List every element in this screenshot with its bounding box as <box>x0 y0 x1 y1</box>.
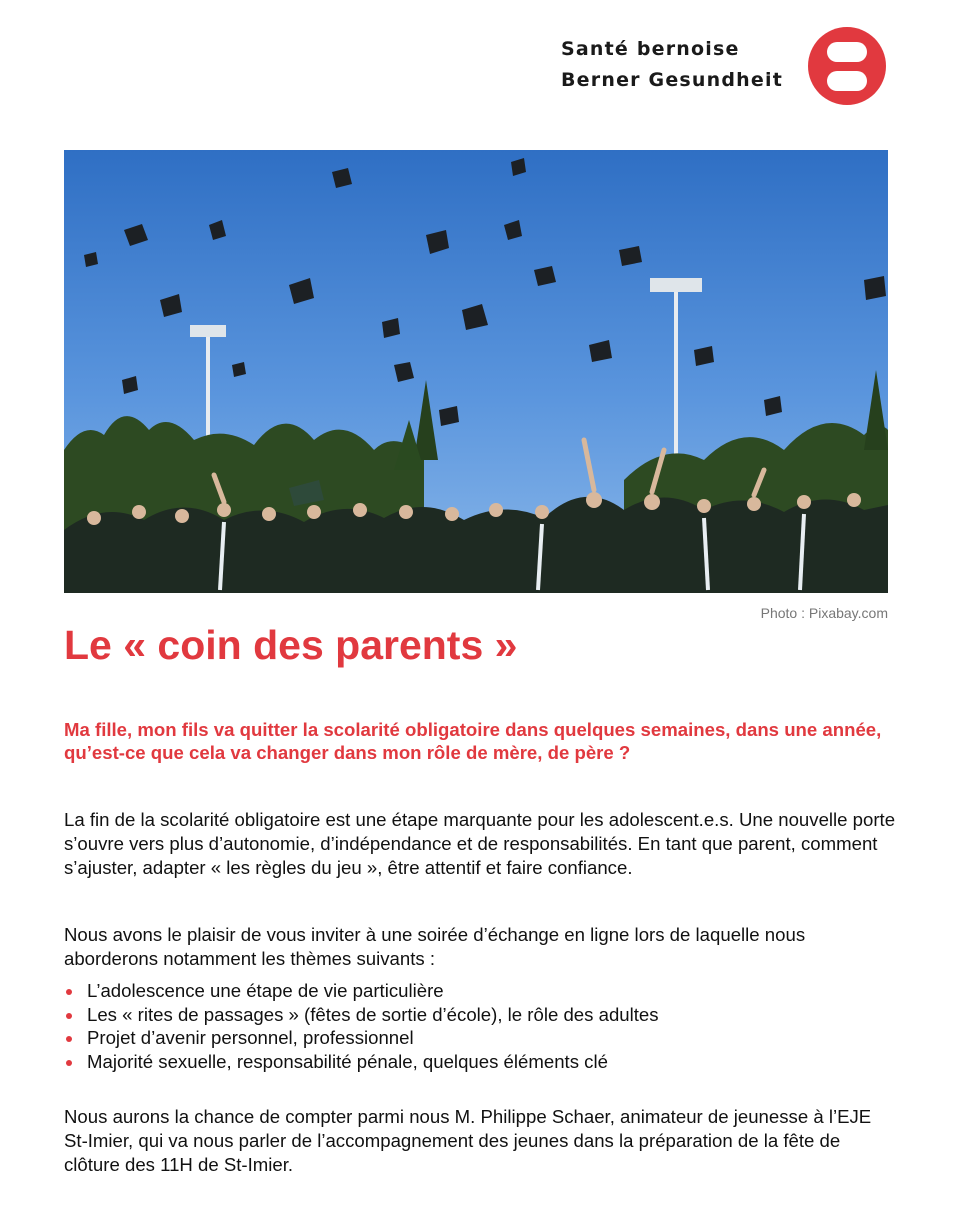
list-item-text: Projet d’avenir personnel, professionnel <box>87 1027 414 1048</box>
bullet-icon <box>66 1013 72 1019</box>
list-item <box>64 979 899 1003</box>
list-item-text: Les « rites de passages » (fêtes de sortie d’école), le rôle des adultes <box>87 1003 659 1025</box>
bullet-icon <box>66 1060 72 1066</box>
topics-list <box>64 979 899 1073</box>
list-item-text: L’adolescence une étape de vie particulière <box>87 980 444 1001</box>
list-item <box>64 1003 899 1027</box>
logo-icon <box>807 26 887 106</box>
organization-name-fr: Santé bernoise <box>561 38 740 60</box>
bullet-icon <box>66 989 72 995</box>
bullet-icon <box>66 1036 72 1042</box>
organization-name-de: Berner Gesundheit <box>561 69 783 91</box>
intro-paragraph: La fin de la scolarité obligatoire est une étape marquante pour les adolescent.e.s. Une nouvelle porte s’ouvre vers plus d’autonomie, d’indépendance et de responsabilités. En tant que parent, comment s’ajuster, adapter « les règles du jeu », être attentif et faire confiance. <box>64 809 896 878</box>
list-item <box>64 1050 899 1074</box>
organization-name <box>561 34 783 96</box>
page-title: Le « coin des parents » <box>64 622 518 668</box>
list-item <box>64 1026 899 1050</box>
invitation-paragraph: Nous avons le plaisir de vous inviter à une soirée d’échange en ligne lors de laquelle nous aborderons notamment les thèmes suivants : <box>64 924 806 969</box>
photo-credit: Photo : Pixabay.com <box>760 605 888 621</box>
lead-paragraph: Ma fille, mon fils va quitter la scolarité obligatoire dans quelques semaines, dans une année, qu’est-ce que cela va changer dans mon rôle de mère, de père ? <box>64 719 882 763</box>
list-item-text: Majorité sexuelle, responsabilité pénale, quelques éléments clé <box>87 1050 608 1072</box>
speaker-paragraph: Nous aurons la chance de compter parmi nous M. Philippe Schaer, animateur de jeunesse à l’EJE St-Imier, qui va nous parler de l’accompagnement des jeunes dans la préparation de la fête de clôture des 11H de St-Imier. <box>64 1106 872 1175</box>
graduation-photo <box>64 150 888 593</box>
